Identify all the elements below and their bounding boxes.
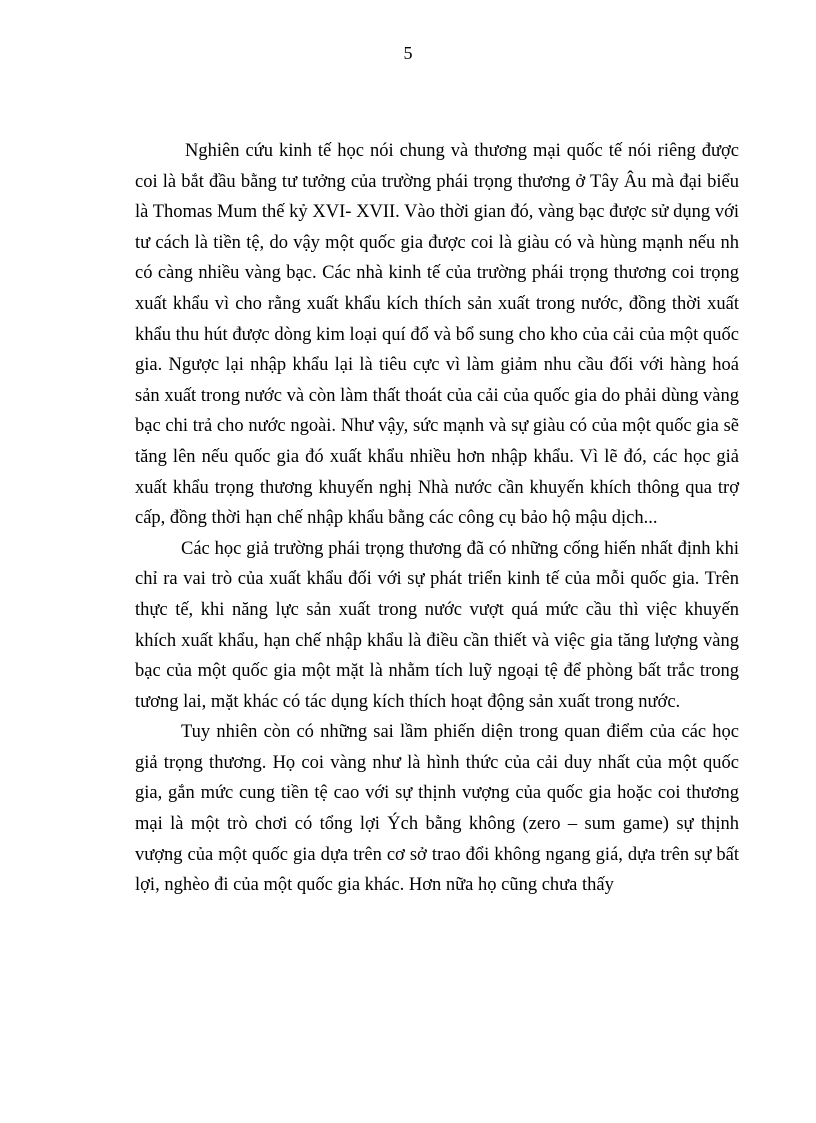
document-body (135, 136, 739, 901)
paragraph: Tuy nhiên còn có những sai lầm phiến diện trong quan điểm của các học giả trọng thương. Họ coi vàng như là hình thức của cải duy nhất của một quốc gia, gắn mức cung tiền tệ cao với sự thịnh vượng của quốc gia hoặc coi thương mại là một trò chơi có tổng lợi Ých bằng không (zero – sum game) sự thịnh vượng của một quốc gia dựa trên cơ sở trao đổi không ngang giá, dựa trên sự bất lợi, nghèo đi của một quốc gia khác. Hơn nữa họ cũng chưa thấy (135, 722, 739, 896)
paragraph: Nghiên cứu kinh tế học nói chung và thương mại quốc tế nói riêng được coi là bắt đầu bằng tư tưởng của trường phái trọng thương ở Tây Âu mà đại biểu là Thomas Mum thế kỷ XVI- XVII. Vào thời gian đó, vàng bạc được sử dụng với tư cách là tiền tệ, do vậy một quốc gia được coi là giàu có và hùng mạnh nếu nh có càng nhiều vàng bạc. Các nhà kinh tế của trường phái trọng thương coi trọng xuất khẩu vì cho rằng xuất khẩu kích thích sản xuất trong nước, đồng thời xuất khẩu thu hút được dòng kim loại quí đổ và bổ sung cho kho của cải của một quốc gia. Ngược lại nhập khẩu lại là tiêu cực vì làm giảm nhu cầu đối với hàng hoá sản xuất trong nước và còn làm thất thoát của cải của quốc gia do phải dùng vàng bạc chi trả cho nước ngoài. Như vậy, sức mạnh và sự giàu có của một quốc gia sẽ tăng lên nếu quốc gia đó xuất khẩu nhiều hơn nhập khẩu. Vì lẽ đó, các học giả xuất khẩu trọng thương khuyến nghị Nhà nước cần khuyến khích thông qua trợ cấp, đồng thời hạn chế nhập khẩu bằng các công cụ bảo hộ mậu dịch... (135, 141, 739, 529)
page-number: 5 (403, 43, 413, 63)
paragraph: Các học giả trường phái trọng thương đã có những cống hiến nhất định khi chỉ ra vai trò của xuất khẩu đối với sự phát triển kinh tế của mỗi quốc gia. Trên thực tế, khi năng lực sản xuất trong nước vượt quá mức cầu thì việc khuyến khích xuất khẩu, hạn chế nhập khẩu là điều cần thiết và việc gia tăng lượng vàng bạc của một quốc gia một mặt là nhằm tích luỹ ngoại tệ để phòng bất trắc trong tương lai, mặt khác có tác dụng kích thích hoạt động sản xuất trong nước. (135, 538, 739, 712)
